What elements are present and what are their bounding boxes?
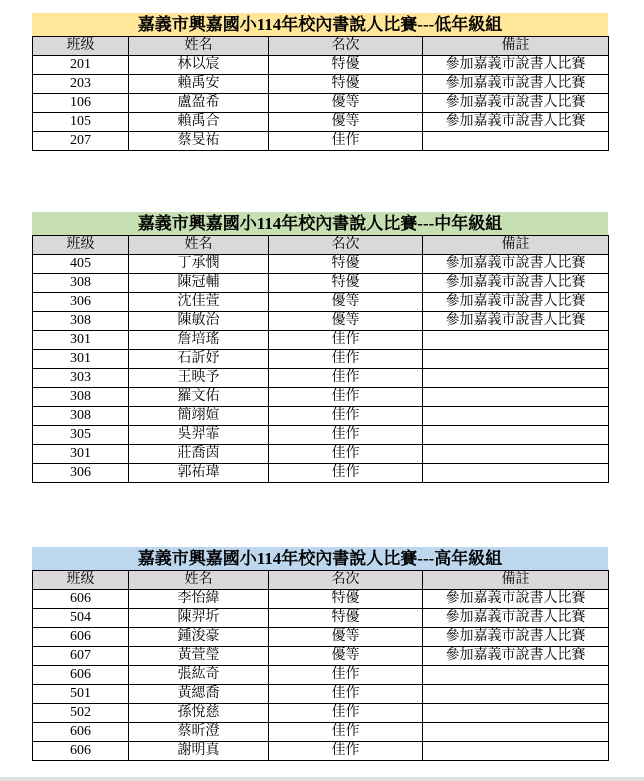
table-row: [33, 388, 609, 407]
cell-name: 張紘奇: [129, 666, 269, 685]
cell-name: 盧盈希: [129, 94, 269, 113]
table-row: [33, 426, 609, 445]
cell-class: 606: [33, 590, 129, 609]
cell-rank: 佳作: [269, 723, 423, 742]
table-row: [33, 293, 609, 312]
cell-class: 306: [33, 293, 129, 312]
cell-class: 504: [33, 609, 129, 628]
results-table-mid-grade: [32, 235, 609, 483]
cell-class: 301: [33, 350, 129, 369]
table-row: [33, 255, 609, 274]
cell-rank: 優等: [269, 94, 423, 113]
table-header-row: [33, 37, 609, 56]
cell-class: 606: [33, 628, 129, 647]
cell-note: [423, 426, 609, 445]
header-name: 姓名: [129, 571, 269, 590]
table-row: [33, 704, 609, 723]
cell-name: 陳敏治: [129, 312, 269, 331]
cell-class: 105: [33, 113, 129, 132]
cell-name: 石訢妤: [129, 350, 269, 369]
cell-note: 參加嘉義市說書人比賽: [423, 590, 609, 609]
cell-name: 陳冠輔: [129, 274, 269, 293]
cell-rank: 優等: [269, 312, 423, 331]
table-row: [33, 628, 609, 647]
page-bottom-divider: [0, 777, 644, 781]
cell-note: [423, 742, 609, 761]
table-row: [33, 56, 609, 75]
table-row: [33, 312, 609, 331]
cell-name: 鍾浚豪: [129, 628, 269, 647]
cell-name: 黃萱瑩: [129, 647, 269, 666]
cell-class: 201: [33, 56, 129, 75]
cell-note: [423, 685, 609, 704]
cell-name: 蔡昕澄: [129, 723, 269, 742]
cell-note: 參加嘉義市說書人比賽: [423, 255, 609, 274]
cell-rank: 特優: [269, 56, 423, 75]
cell-name: 黃緦喬: [129, 685, 269, 704]
cell-class: 203: [33, 75, 129, 94]
section-title-mid-grade: 嘉義市興嘉國小114年校內書說人比賽---中年級組: [32, 212, 608, 235]
table-row: [33, 723, 609, 742]
cell-note: 參加嘉義市說書人比賽: [423, 94, 609, 113]
cell-rank: 佳作: [269, 132, 423, 151]
cell-note: 參加嘉義市說書人比賽: [423, 56, 609, 75]
header-rank: 名次: [269, 37, 423, 56]
table-row: [33, 274, 609, 293]
table-row: [33, 647, 609, 666]
table-row: [33, 609, 609, 628]
cell-note: [423, 666, 609, 685]
results-table-high-grade: [32, 570, 609, 761]
table-row: [33, 445, 609, 464]
header-rank: 名次: [269, 236, 423, 255]
results-table-low-grade: [32, 36, 609, 151]
cell-class: 308: [33, 312, 129, 331]
cell-rank: 佳作: [269, 685, 423, 704]
cell-class: 502: [33, 704, 129, 723]
header-note: 備註: [423, 236, 609, 255]
cell-rank: 佳作: [269, 388, 423, 407]
cell-rank: 佳作: [269, 666, 423, 685]
cell-note: [423, 350, 609, 369]
table-row: [33, 464, 609, 483]
header-class: 班级: [33, 236, 129, 255]
cell-class: 308: [33, 407, 129, 426]
cell-note: [423, 407, 609, 426]
cell-rank: 佳作: [269, 464, 423, 483]
cell-class: 501: [33, 685, 129, 704]
cell-note: [423, 388, 609, 407]
table-row: [33, 113, 609, 132]
cell-note: 參加嘉義市說書人比賽: [423, 312, 609, 331]
cell-name: 羅文佑: [129, 388, 269, 407]
cell-class: 607: [33, 647, 129, 666]
cell-rank: 特優: [269, 274, 423, 293]
cell-class: 606: [33, 666, 129, 685]
cell-name: 莊喬茵: [129, 445, 269, 464]
cell-note: [423, 464, 609, 483]
cell-class: 301: [33, 445, 129, 464]
cell-note: [423, 723, 609, 742]
cell-note: [423, 445, 609, 464]
table-row: [33, 590, 609, 609]
table-header-row: [33, 571, 609, 590]
cell-rank: 佳作: [269, 426, 423, 445]
table-header-row: [33, 236, 609, 255]
cell-class: 606: [33, 742, 129, 761]
cell-rank: 佳作: [269, 445, 423, 464]
cell-name: 賴禹合: [129, 113, 269, 132]
cell-rank: 佳作: [269, 742, 423, 761]
header-name: 姓名: [129, 236, 269, 255]
cell-class: 305: [33, 426, 129, 445]
cell-name: 孫悅慈: [129, 704, 269, 723]
cell-name: 王映予: [129, 369, 269, 388]
section-title-low-grade: 嘉義市興嘉國小114年校內書說人比賽---低年級組: [32, 13, 608, 36]
cell-rank: 特優: [269, 590, 423, 609]
cell-name: 郭祐瑋: [129, 464, 269, 483]
table-row: [33, 666, 609, 685]
cell-name: 謝明真: [129, 742, 269, 761]
cell-rank: 優等: [269, 628, 423, 647]
cell-note: [423, 704, 609, 723]
cell-class: 308: [33, 388, 129, 407]
cell-rank: 佳作: [269, 331, 423, 350]
cell-note: 參加嘉義市說書人比賽: [423, 274, 609, 293]
cell-name: 吳羿霏: [129, 426, 269, 445]
header-note: 備註: [423, 571, 609, 590]
cell-class: 306: [33, 464, 129, 483]
cell-class: 405: [33, 255, 129, 274]
section-low-grade: [32, 13, 608, 151]
header-class: 班级: [33, 571, 129, 590]
cell-name: 詹培瑤: [129, 331, 269, 350]
cell-rank: 優等: [269, 113, 423, 132]
table-row: [33, 132, 609, 151]
section-title-high-grade: 嘉義市興嘉國小114年校內書說人比賽---高年級組: [32, 547, 608, 570]
cell-class: 301: [33, 331, 129, 350]
cell-class: 606: [33, 723, 129, 742]
cell-note: 參加嘉義市說書人比賽: [423, 647, 609, 666]
cell-name: 賴禹安: [129, 75, 269, 94]
cell-rank: 特優: [269, 255, 423, 274]
table-row: [33, 407, 609, 426]
cell-name: 沈佳萱: [129, 293, 269, 312]
cell-note: [423, 132, 609, 151]
cell-note: 參加嘉義市說書人比賽: [423, 609, 609, 628]
cell-note: [423, 331, 609, 350]
cell-note: 參加嘉義市說書人比賽: [423, 75, 609, 94]
cell-rank: 佳作: [269, 369, 423, 388]
cell-class: 106: [33, 94, 129, 113]
header-class: 班级: [33, 37, 129, 56]
cell-note: 參加嘉義市說書人比賽: [423, 293, 609, 312]
header-rank: 名次: [269, 571, 423, 590]
cell-note: 參加嘉義市說書人比賽: [423, 628, 609, 647]
section-mid-grade: [32, 212, 608, 483]
cell-name: 蔡旻祐: [129, 132, 269, 151]
cell-class: 308: [33, 274, 129, 293]
table-row: [33, 685, 609, 704]
cell-rank: 佳作: [269, 407, 423, 426]
cell-rank: 特優: [269, 75, 423, 94]
cell-name: 林以宸: [129, 56, 269, 75]
table-row: [33, 94, 609, 113]
header-name: 姓名: [129, 37, 269, 56]
header-note: 備註: [423, 37, 609, 56]
cell-rank: 佳作: [269, 350, 423, 369]
table-row: [33, 331, 609, 350]
table-row: [33, 742, 609, 761]
cell-name: 丁承憫: [129, 255, 269, 274]
table-row: [33, 350, 609, 369]
cell-class: 303: [33, 369, 129, 388]
cell-rank: 佳作: [269, 704, 423, 723]
cell-rank: 特優: [269, 609, 423, 628]
cell-name: 簡翊媗: [129, 407, 269, 426]
cell-note: 參加嘉義市說書人比賽: [423, 113, 609, 132]
table-row: [33, 75, 609, 94]
cell-name: 陳羿圻: [129, 609, 269, 628]
cell-rank: 優等: [269, 647, 423, 666]
cell-rank: 優等: [269, 293, 423, 312]
cell-note: [423, 369, 609, 388]
cell-name: 李怡緯: [129, 590, 269, 609]
table-row: [33, 369, 609, 388]
cell-class: 207: [33, 132, 129, 151]
section-high-grade: [32, 547, 608, 761]
